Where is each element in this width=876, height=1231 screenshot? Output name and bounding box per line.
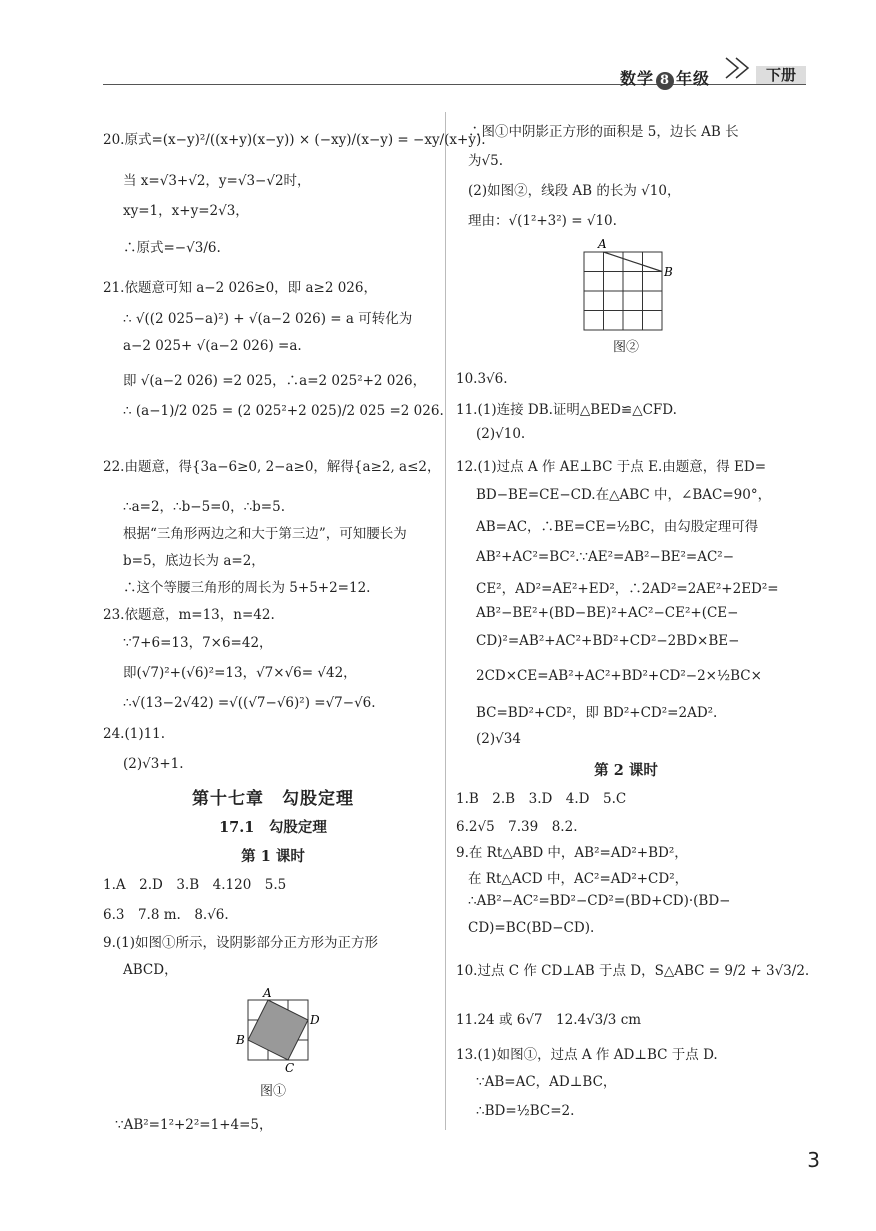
- grade-badge: 8: [656, 72, 674, 90]
- text-line: 6.3 7.8 m. 8.√6.: [103, 907, 229, 923]
- text-line: 理由：√(1²+3²) = √10.: [468, 213, 617, 229]
- text-line: ∴ (a−1)/2 025 = (2 025²+2 025)/2 025 =2 026.: [123, 403, 444, 419]
- label-D: D: [310, 1013, 320, 1027]
- text-line: ∵7+6=13，7×6=42，: [123, 635, 273, 651]
- text-line: BC=BD²+CD²，即 BD²+CD²=2AD².: [476, 705, 718, 721]
- text-line: (2)如图②，线段 AB 的长为 √10，: [468, 183, 681, 199]
- text-line: 即 √(a−2 026) =2 025，∴a=2 025²+2 026，: [123, 373, 427, 389]
- text-line: ∴a=2，∴b−5=0，∴b=5.: [123, 499, 285, 515]
- header-grade: 年级: [676, 69, 711, 88]
- text-line: ∵AB=AC，AD⊥BC，: [476, 1074, 617, 1090]
- text-line: xy=1，x+y=2√3，: [123, 203, 249, 219]
- text-line: (2)√3+1.: [123, 756, 184, 772]
- text-line: 21.依题意可知 a−2 026≥0，即 a≥2 026，: [103, 280, 377, 296]
- text-line: 在 Rt△ACD 中，AC²=AD²+CD²，: [468, 871, 689, 887]
- text-line: 1.B 2.B 3.D 4.D 5.C: [456, 791, 627, 807]
- text-line: 9.在 Rt△ABD 中，AB²=AD²+BD²，: [456, 845, 688, 861]
- text-line: ∴BD=½BC=2.: [476, 1103, 575, 1119]
- label-A: A: [263, 986, 272, 1000]
- text-line: 为√5.: [468, 153, 503, 169]
- text-line: 10.3√6.: [456, 371, 508, 387]
- text-line: 根据“三角形两边之和大于第三边”，可知腰长为: [123, 526, 407, 542]
- column-divider: [445, 112, 446, 1130]
- text-line: 10.过点 C 作 CD⊥AB 于点 D，S△ABC = 9/2 + 3√3/2.: [456, 963, 810, 979]
- text-line: CE²，AD²=AE²+ED²，∴2AD²=2AE²+2ED²=: [476, 581, 779, 597]
- text-line: ∴ √((2 025−a)²) + √(a−2 026) = a 可转化为: [123, 311, 413, 327]
- chapter-title: 第十七章 勾股定理: [192, 789, 354, 809]
- text-line: CD)²=AB²+AC²+BD²+CD²−2BD×BE−: [476, 633, 740, 649]
- figure-2-grid: [576, 236, 676, 334]
- text-line: 6.2√5 7.39 8.2.: [456, 819, 578, 835]
- lesson-title: 第 2 课时: [594, 762, 658, 779]
- text-line: 13.(1)如图①，过点 A 作 AD⊥BC 于点 D.: [456, 1047, 718, 1063]
- page-number: 3: [807, 1148, 820, 1172]
- text-line: 当 x=√3+√2，y=√3−√2时，: [123, 173, 311, 189]
- text-line: 2CD×CE=AB²+AC²+BD²+CD²−2×½BC×: [476, 668, 762, 684]
- text-line: (2)√34: [476, 731, 521, 747]
- text-line: AB²−BE²+(BD−BE)²+AC²−CE²+(CE−: [476, 605, 739, 621]
- text-line: ∴√(13−2√42) =√((√7−√6)²) =√7−√6.: [123, 695, 376, 711]
- header-title: [620, 66, 710, 90]
- text-line: b=5，底边长为 a=2，: [123, 553, 265, 569]
- label-A: A: [598, 237, 607, 251]
- text-line: ∴这个等腰三角形的周长为 5+5+2=12.: [123, 580, 371, 596]
- figure-1-grid: [233, 985, 323, 1075]
- figure-2-caption: 图②: [612, 340, 639, 355]
- label-B: B: [236, 1033, 245, 1047]
- text-line: (2)√10.: [476, 426, 526, 442]
- text-line: 20.原式=(x−y)²/((x+y)(x−y)) × (−xy)/(x−y) = −xy/(x+y).: [103, 132, 486, 148]
- text-line: ∴图①中阴影正方形的面积是 5，边长 AB 长: [468, 124, 739, 140]
- label-C: C: [285, 1061, 295, 1075]
- text-line: ∴原式=−√3/6.: [123, 240, 221, 256]
- text-line: 24.(1)11.: [103, 726, 166, 742]
- label-B: B: [664, 265, 673, 279]
- text-line: 23.依题意，m=13，n=42.: [103, 607, 275, 623]
- text-line: CD)=BC(BD−CD).: [468, 920, 595, 936]
- text-line: AB=AC，∴BE=CE=½BC，由勾股定理可得: [476, 519, 759, 535]
- text-line: ABCD，: [123, 962, 178, 978]
- text-line: ∴AB²−AC²=BD²−CD²=(BD+CD)·(BD−: [468, 893, 731, 909]
- text-line: ∵AB²=1²+2²=1+4=5，: [115, 1117, 273, 1133]
- text-line: AB²+AC²=BC².∵AE²=AB²−BE²=AC²−: [476, 549, 735, 565]
- text-line: 即(√7)²+(√6)²=13，√7×√6= √42，: [123, 665, 357, 681]
- text-line: 22.由题意，得{3a−6≥0, 2−a≥0，解得{a≥2, a≤2，: [103, 459, 441, 475]
- text-line: 11.(1)连接 DB.证明△BED≌△CFD.: [456, 402, 677, 418]
- volume-label: 下册: [756, 66, 806, 84]
- text-line: a−2 025+ √(a−2 026) =a.: [123, 338, 302, 354]
- text-line: 1.A 2.D 3.B 4.120 5.5: [103, 877, 287, 893]
- section-title: 17.1 勾股定理: [219, 819, 327, 836]
- header-subject: 数学: [620, 69, 655, 88]
- figure-1-caption: 图①: [259, 1084, 286, 1099]
- text-line: BD−BE=CE−CD.在△ABC 中，∠BAC=90°，: [476, 487, 772, 503]
- lesson-title: 第 1 课时: [241, 848, 305, 865]
- text-line: 12.(1)过点 A 作 AE⊥BC 于点 E.由题意，得 ED=: [456, 459, 767, 475]
- text-line: 9.(1)如图①所示，设阴影部分正方形为正方形: [103, 935, 379, 951]
- text-line: 11.24 或 6√7 12.4√3/3 cm: [456, 1012, 642, 1028]
